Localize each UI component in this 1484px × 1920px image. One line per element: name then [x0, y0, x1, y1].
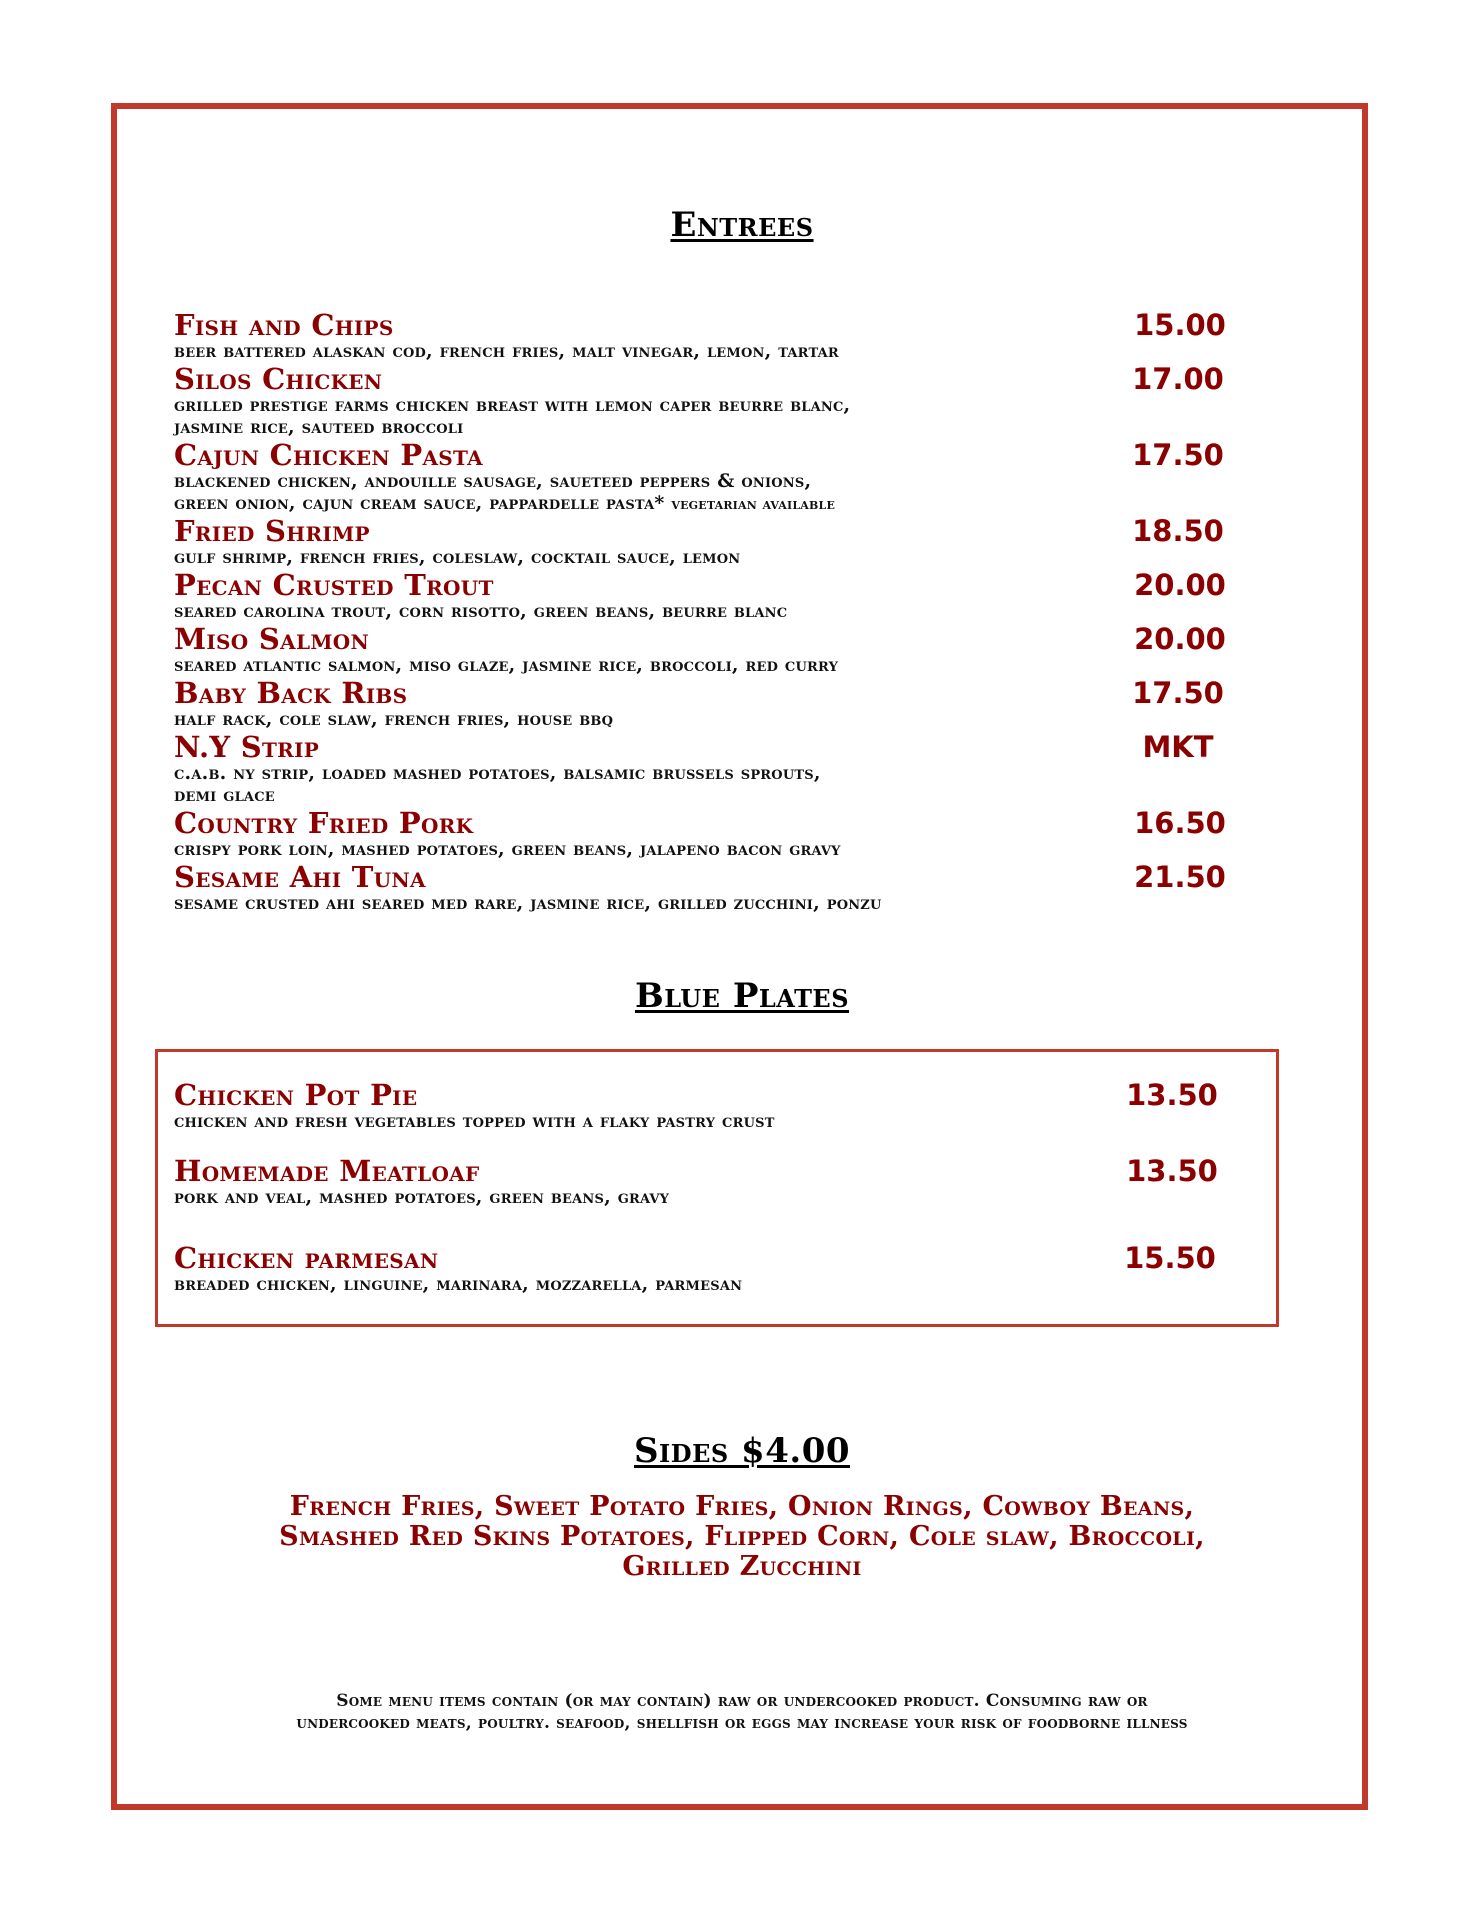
- item-description: gulf shrimp, french fries, coleslaw, cocktail sauce, lemon: [174, 546, 741, 568]
- item-price: 18.50: [1132, 514, 1224, 548]
- item-name: Country Fried Pork: [174, 806, 474, 840]
- entrees-heading: Entrees: [670, 205, 814, 245]
- item-description: pork and veal, mashed potatoes, green beans, gravy: [174, 1186, 670, 1208]
- sides-line: French Fries, Sweet Potato Fries, Onion Rings, Cowboy Beans,: [289, 1491, 1195, 1522]
- disclaimer-line: undercooked meats, poultry. seafood, shellfish or eggs may increase your risk of foodborne illness: [296, 1713, 1188, 1733]
- menu-item-cajun-chicken-pasta: [174, 440, 1254, 515]
- menu-item-silos-chicken: [174, 364, 1254, 438]
- item-name: Cajun Chicken Pasta: [174, 438, 483, 472]
- item-description: beer battered alaskan cod, french fries, malt vinegar, lemon, tartar: [174, 340, 839, 362]
- item-description: grilled prestige farms chicken breast with lemon caper beurre blanc, jasmine rice, sauteed broccoli: [174, 394, 851, 438]
- item-description: sesame crusted ahi seared med rare, jasmine rice, grilled zucchini, ponzu: [174, 892, 882, 914]
- sides-line: Grilled Zucchini: [622, 1551, 862, 1582]
- item-name: Fish and Chips: [174, 308, 394, 342]
- menu-item-baby-back-ribs: [174, 678, 1254, 730]
- item-price: 13.50: [1126, 1154, 1218, 1188]
- item-description: blackened chicken, andouille sausage, saueteed peppers & onions, green onion, cajun cream sauce, pappardelle pasta* vegetarian available: [174, 470, 836, 514]
- item-price: MKT: [1142, 730, 1214, 764]
- item-description: c.a.b. ny strip, loaded mashed potatoes, balsamic brussels sprouts, demi glace: [174, 762, 821, 806]
- item-price: 20.00: [1134, 568, 1226, 602]
- item-description: seared atlantic salmon, miso glaze, jasmine rice, broccoli, red curry: [174, 654, 839, 676]
- sides-heading: Sides $4.00: [633, 1431, 851, 1471]
- item-name: Fried Shrimp: [174, 514, 370, 548]
- menu-item-miso-salmon: [174, 624, 1254, 676]
- item-name: Pecan Crusted Trout: [174, 568, 494, 602]
- menu-item-pecan-crusted-trout: [174, 570, 1254, 622]
- item-price: 17.00: [1132, 362, 1224, 396]
- item-price: 20.00: [1134, 622, 1226, 656]
- item-price: 17.50: [1132, 438, 1224, 472]
- item-price: 13.50: [1126, 1078, 1218, 1112]
- menu-item-homemade-meatloaf: [174, 1156, 1254, 1208]
- item-price: 15.00: [1134, 308, 1226, 342]
- item-name: Chicken Pot Pie: [174, 1078, 418, 1112]
- item-name: N.Y Strip: [174, 730, 320, 764]
- item-name: Sesame Ahi Tuna: [174, 860, 426, 894]
- item-price: 15.50: [1124, 1241, 1216, 1275]
- menu-item-country-fried-pork: [174, 808, 1254, 860]
- item-price: 21.50: [1134, 860, 1226, 894]
- item-price: 16.50: [1134, 806, 1226, 840]
- item-description: crispy pork loin, mashed potatoes, green beans, jalapeno bacon gravy: [174, 838, 841, 860]
- item-name: Chicken parmesan: [174, 1241, 439, 1275]
- disclaimer-line: Some menu items contain (or may contain) raw or undercooked product. Consuming raw or: [336, 1691, 1148, 1711]
- item-description: seared carolina trout, corn risotto, green beans, beurre blanc: [174, 600, 788, 622]
- item-name: Miso Salmon: [174, 622, 370, 656]
- item-name: Silos Chicken: [174, 362, 383, 396]
- vegetarian-note: vegetarian available: [671, 495, 836, 513]
- menu-item-ny-strip: [174, 732, 1254, 806]
- item-description: half rack, cole slaw, french fries, house bbq: [174, 708, 614, 730]
- item-description: chicken and fresh vegetables topped with a flaky pastry crust: [174, 1110, 775, 1132]
- item-description: breaded chicken, linguine, marinara, mozzarella, parmesan: [174, 1273, 743, 1295]
- menu-item-sesame-ahi-tuna: [174, 862, 1254, 914]
- menu-item-fried-shrimp: [174, 516, 1254, 568]
- menu-item-fish-and-chips: [174, 310, 1254, 362]
- sides-line: Smashed Red Skins Potatoes, Flipped Corn, Cole slaw, Broccoli,: [279, 1521, 1205, 1552]
- item-name: Baby Back Ribs: [174, 676, 408, 710]
- menu-item-chicken-parmesan: [174, 1243, 1254, 1295]
- blue-plates-heading: Blue Plates: [634, 976, 850, 1016]
- food-safety-disclaimer: [0, 1690, 1484, 1734]
- item-price: 17.50: [1132, 676, 1224, 710]
- menu-item-chicken-pot-pie: [174, 1080, 1254, 1132]
- sides-list: [0, 1492, 1484, 1582]
- item-name: Homemade Meatloaf: [174, 1154, 480, 1188]
